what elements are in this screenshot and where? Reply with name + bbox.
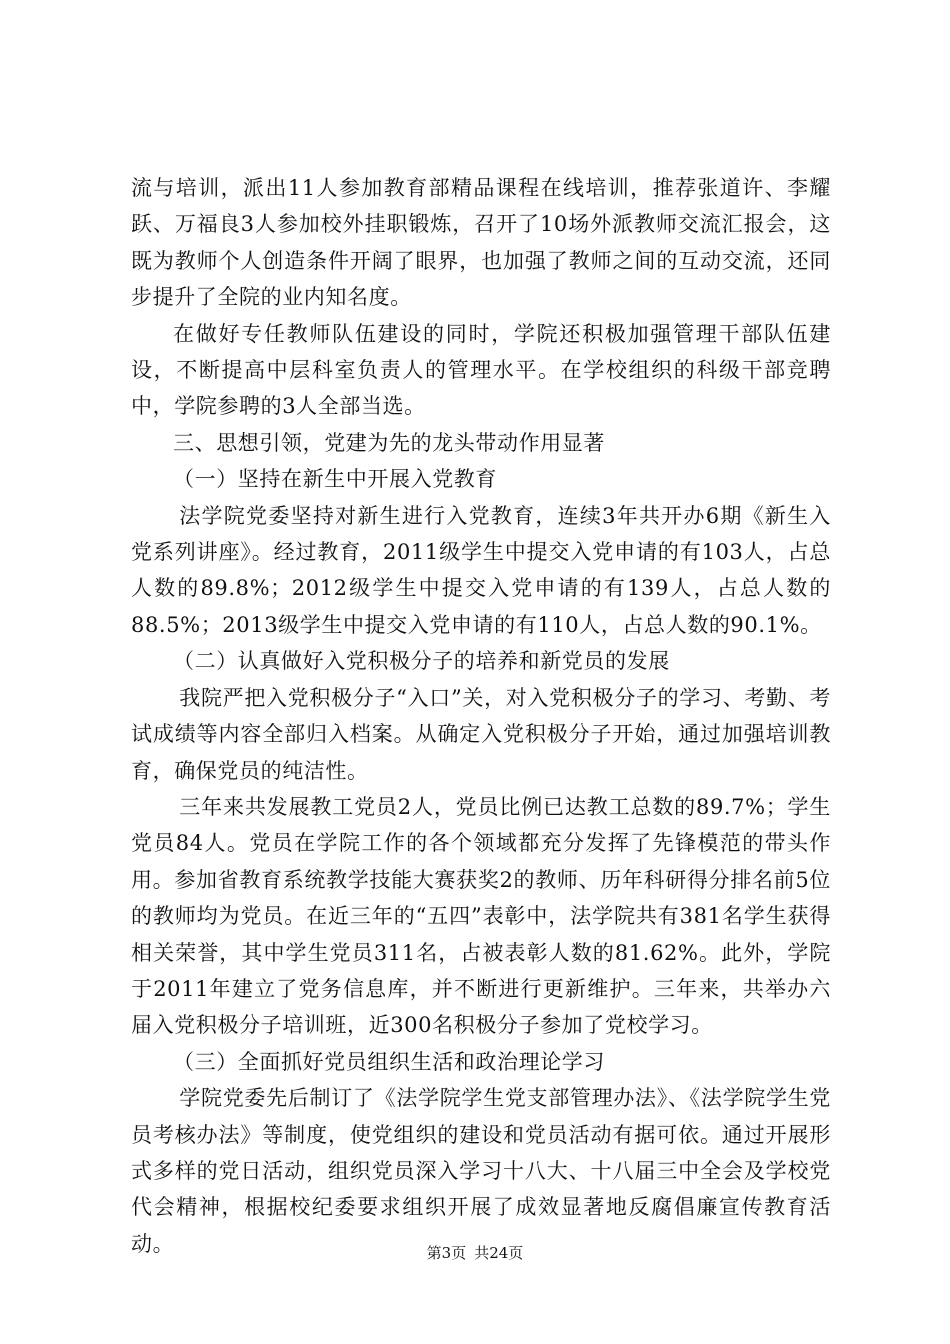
total-pages: 共24页 [474,1244,524,1262]
paragraph-management-cadres: 在做好专任教师队伍建设的同时，学院还积极加强管理干部队伍建设，不断提高中层科室负责人的管理水平。在学校组织的科级干部竞聘中，学院参聘的3人全部当选。 [131,321,831,419]
paragraph-activists-entry: 我院严把入党积极分子“入口”关，对入党积极分子的学习、考勤、考试成绩等内容全部归入档案。从确定入党积极分子开始，通过加强培训教育，确保党员的纯洁性。 [131,685,831,783]
section-heading-3: 三、思想引领，党建为先的龙头带动作用显著 [173,430,605,455]
subsection-heading-2: （二）认真做好入党积极分子的培养和新党员的发展 [173,649,670,674]
paragraph-freshman-education: 法学院党委坚持对新生进行入党教育，连续3年共开办6期《新生入党系列讲座》。经过教育，2011级学生中提交入党申请的有103人，占总人数的89.8%；2012级学生中提交入党申请的有139人，占总人数的88.5%；2013级学生中提交入党申请的有110人，占总人数的90.1%。 [131,503,831,637]
paragraph-organization-life: 学院党委先后制订了《法学院学生党支部管理办法》、《法学院学生党员考核办法》等制度，使党组织的建设和党员活动有据可依。通过开展形式多样的党日活动，组织党员深入学习十八大、十八届三中全会及学校党代会精神，根据校纪委要求组织开展了成效显著地反腐倡廉宣传教育活动。 [131,1086,831,1256]
subsection-heading-3: （三）全面抓好党员组织生活和政治理论学习 [173,1049,605,1074]
paragraph-continuation: 流与培训，派出11人参加教育部精品课程在线培训，推荐张道许、李耀跃、万福良3人参加校外挂职锻炼，召开了10场外派教师交流汇报会，这既为教师个人创造条件开阔了眼界，也加强了教师之间的互动交流，还同步提升了全院的业内知名度。 [131,176,831,310]
subsection-heading-1: （一）坚持在新生中开展入党教育 [173,467,497,492]
document-body [131,170,831,1262]
page-footer [0,1243,950,1263]
paragraph-member-development: 三年来共发展教工党员2人，党员比例已达教工总数的89.7%；学生党员84人。党员在学院工作的各个领域都充分发挥了先锋模范的带头作用。参加省教育系统教学技能大赛获奖2的教师、历年科研得分排名前5位的教师均为党员。在近三年的“五四”表彰中，法学院共有381名学生获得相关荣誉，其中学生党员311名，占被表彰人数的81.62%。此外，学院于2011年建立了党务信息库，并不断进行更新维护。三年来，共举办六届入党积极分子培训班，近300名积极分子参加了党校学习。 [131,794,831,1038]
page-number: 第3页 [426,1244,467,1262]
